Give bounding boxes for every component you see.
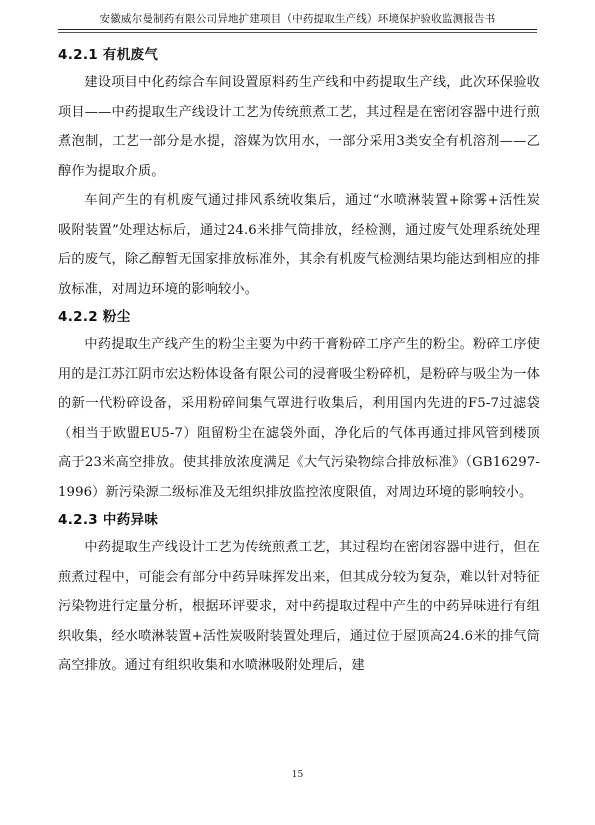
page-content (58, 44, 540, 681)
page-number: 15 (291, 770, 304, 780)
section-dust (58, 306, 540, 507)
section-herbal-odor (58, 509, 540, 681)
paragraph: 中药提取生产线产生的粉尘主要为中药干膏粉碎工序产生的粉尘。粉碎工序使用的是江苏江阴市宏达粉体设备有限公司的浸膏吸尘粉碎机，是粉碎与吸尘为一体的新一代粉碎设备，采用粉碎间集气罩进行收集后，利用国内先进的F5-7过滤袋（相当于欧盟EU5-7）阻留粉尘在滤袋外面，净化后的气体再通过排风管到楼顶高于23米高空排放。使其排放浓度满足《大气污染物综合排放标准》（GB16297-1996）新污染源二级标准及无组织排放监控浓度限值，对周边环境的影响较小。 (58, 337, 540, 500)
paragraph: 车间产生的有机废气通过排风系统收集后，通过“水喷淋装置+除雾+活性炭吸附装置”处理达标后，通过24.6米排气筒排放，经检测，通过废气处理系统处理后的废气，除乙醇暂无国家排放标准外，其余有机废气检测结果均能达到相应的排放标准，对周边环境的影响较小。 (58, 193, 540, 297)
paragraph: 中药提取生产线设计工艺为传统煎煮工艺，其过程均在密闭容器中进行，但在煎煮过程中，可能会有部分中药异味挥发出来，但其成分较为复杂，难以针对特征污染物进行定量分析，根据环评要求，对中药提取过程中产生的中药异味进行有组织收集，经水喷淋装置+活性炭吸附装置处理后，通过位于屋顶高24.6米的排气筒高空排放。通过有组织收集和水喷淋吸附处理后，建 (58, 540, 540, 673)
header-rule (58, 29, 537, 30)
running-header: 安徽威尔曼制药有限公司异地扩建项目（中药提取生产线）环境保护验收监测报告书 (99, 13, 496, 25)
paragraph: 建设项目中化药综合车间设置原料药生产线和中药提取生产线，此次环保验收项目——中药提取生产线设计工艺为传统煎煮工艺，其过程是在密闭容器中进行煎煮泡制，工艺一部分是水提，溶媒为饮用水，一部分采用3类安全有机溶剂——乙醇作为提取介质。 (58, 75, 540, 179)
section-organic-waste-gas (58, 44, 540, 304)
section-heading: 4.2.3 中药异味 (58, 512, 159, 528)
section-heading: 4.2.1 有机废气 (58, 47, 159, 63)
section-heading: 4.2.2 粉尘 (58, 309, 131, 325)
header-rule-secondary (58, 32, 537, 33)
